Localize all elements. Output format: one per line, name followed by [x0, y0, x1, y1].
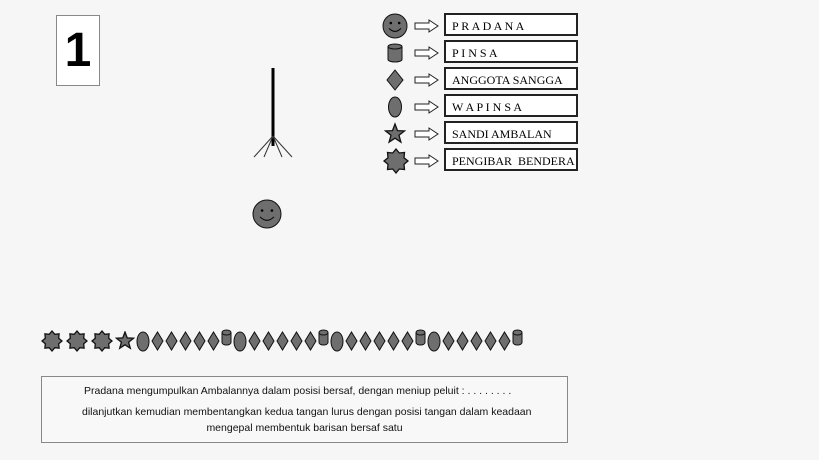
- legend-label: P I N S A: [444, 40, 578, 63]
- diamond-icon: [470, 331, 483, 351]
- diamond-icon: [387, 331, 400, 351]
- note-line-1: Pradana mengumpulkan Ambalannya dalam posisi bersaf, dengan meniup peluit : . . . . . . . .: [84, 385, 512, 397]
- cylinder-icon: [382, 40, 408, 66]
- legend-item: [380, 121, 585, 147]
- legend-item: [380, 148, 585, 174]
- gear-icon: [40, 330, 64, 352]
- diamond-icon: [262, 331, 275, 351]
- diamond-icon: [345, 331, 358, 351]
- flagpole-icon: [250, 66, 296, 161]
- star-icon: [382, 121, 408, 147]
- diamond-icon: [498, 331, 511, 351]
- diamond-icon: [248, 331, 261, 351]
- smiley-icon: [382, 13, 408, 39]
- diamond-icon: [484, 331, 497, 351]
- diamond-icon: [456, 331, 469, 351]
- cylinder-icon: [415, 329, 426, 346]
- diamond-icon: [382, 67, 408, 93]
- arrow-right-icon: [414, 154, 440, 168]
- ellipse-icon: [233, 331, 247, 352]
- legend-item: [380, 67, 585, 93]
- cylinder-icon: [221, 329, 232, 346]
- ellipse-icon: [382, 94, 408, 120]
- cylinder-icon: [318, 329, 329, 346]
- diamond-icon: [401, 331, 414, 351]
- diamond-icon: [207, 331, 220, 351]
- instruction-note: [41, 376, 568, 443]
- diamond-icon: [179, 331, 192, 351]
- gear-icon: [65, 330, 89, 352]
- formation-row: [40, 326, 523, 356]
- arrow-right-icon: [414, 127, 440, 141]
- arrow-right-icon: [414, 19, 440, 33]
- legend-item: [380, 40, 585, 66]
- diamond-icon: [290, 331, 303, 351]
- legend-label: W A P I N S A: [444, 94, 578, 117]
- star-icon: [115, 331, 135, 351]
- ellipse-icon: [427, 331, 441, 352]
- legend-label: ANGGOTA SANGGA: [444, 67, 578, 90]
- legend-item: [380, 94, 585, 120]
- legend-label: SANDI AMBALAN: [444, 121, 578, 144]
- diamond-icon: [151, 331, 164, 351]
- legend-label: PENGIBAR BENDERA: [444, 148, 578, 171]
- gear-icon: [90, 330, 114, 352]
- diamond-icon: [193, 331, 206, 351]
- legend-item: [380, 13, 585, 39]
- diamond-icon: [442, 331, 455, 351]
- diamond-icon: [359, 331, 372, 351]
- arrow-right-icon: [414, 73, 440, 87]
- diamond-icon: [373, 331, 386, 351]
- step-number: 1: [56, 15, 100, 86]
- note-line-3: mengepal membentuk barisan bersaf satu: [206, 422, 403, 434]
- legend-label: P R A D A N A: [444, 13, 578, 36]
- ellipse-icon: [136, 331, 150, 352]
- cylinder-icon: [512, 329, 523, 346]
- arrow-right-icon: [414, 46, 440, 60]
- ellipse-icon: [330, 331, 344, 352]
- note-line-2: dilanjutkan kemudian membentangkan kedua tangan lurus dengan posisi tangan dalam keadaan: [82, 406, 532, 418]
- arrow-right-icon: [414, 100, 440, 114]
- diamond-icon: [276, 331, 289, 351]
- diamond-icon: [304, 331, 317, 351]
- diamond-icon: [165, 331, 178, 351]
- pradana-smiley-icon: [252, 199, 282, 229]
- gear-icon: [382, 148, 410, 174]
